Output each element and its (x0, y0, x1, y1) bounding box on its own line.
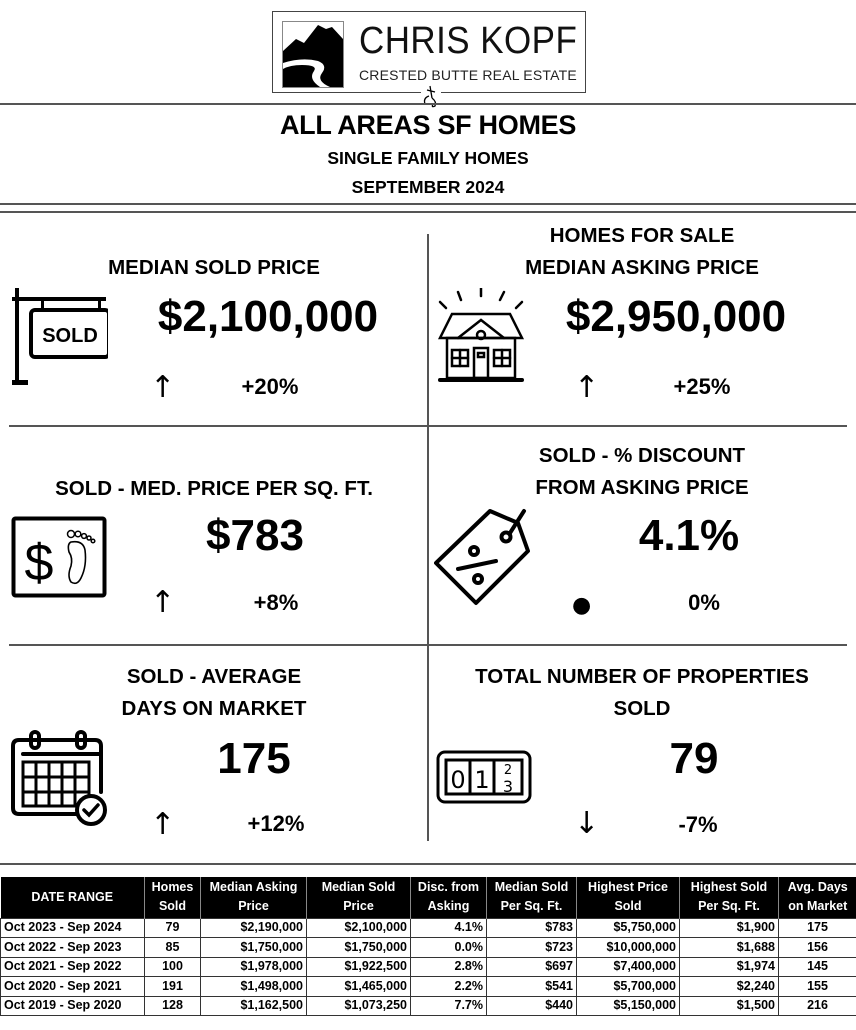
table-row (1, 957, 856, 977)
header-discount: Disc. from Asking (411, 877, 487, 918)
cell-median-asking: $2,190,000 (201, 918, 307, 938)
calendar-check-icon (9, 730, 109, 828)
historical-data-table (0, 877, 856, 1016)
report-title: ALL AREAS SF HOMES (279, 110, 577, 140)
company-logo (272, 11, 586, 93)
mountain-river-icon (282, 21, 344, 88)
cell-discount: 2.2% (411, 977, 487, 997)
cell-avg-days: 155 (779, 977, 856, 997)
median-sold-price-value: $2,100,000 (157, 292, 379, 341)
percent-tag-icon (434, 507, 534, 609)
svg-text:2: 2 (503, 763, 513, 778)
header-rule-bottom-1 (0, 203, 856, 205)
trend-up-icon: ↑ (150, 807, 176, 842)
cell-highest-sqft: $1,500 (680, 996, 779, 1016)
table-row (1, 938, 856, 958)
panel-title: SOLD - MED. PRICE PER SQ. FT. (55, 477, 373, 500)
cell-median-asking: $1,498,000 (201, 977, 307, 997)
table-row (1, 977, 856, 997)
panel-title-line-1: TOTAL NUMBER OF PROPERTIES (475, 665, 809, 688)
cell-median-sold: $1,922,500 (307, 957, 411, 977)
svg-text:SOLD: SOLD (42, 325, 98, 347)
header-median-sold-sqft: Median Sold Per Sq. Ft. (487, 877, 577, 918)
cell-median-sold-sqft: $723 (487, 938, 577, 958)
cell-homes-sold: 100 (145, 957, 201, 977)
trend-up-icon: ↑ (574, 370, 600, 405)
total-sold-value: 79 (669, 734, 719, 783)
cell-discount: 7.7% (411, 996, 487, 1016)
cell-discount: 0.0% (411, 938, 487, 958)
dollar-footprint-icon (11, 516, 107, 598)
svg-text:1: 1 (474, 766, 490, 794)
discount-change: 0% (688, 590, 720, 615)
median-asking-price-change: +25% (673, 374, 731, 399)
cell-date-range: Oct 2023 - Sep 2024 (1, 918, 145, 938)
cell-median-sold-sqft: $697 (487, 957, 577, 977)
cell-median-sold: $2,100,000 (307, 918, 411, 938)
cell-median-sold-sqft: $783 (487, 918, 577, 938)
days-on-market-value: 175 (217, 734, 291, 783)
panel-discount-from-asking (428, 427, 856, 644)
header-median-asking: Median Asking Price (201, 877, 307, 918)
header-highest-sqft: Highest Sold Per Sq. Ft. (680, 877, 779, 918)
cell-date-range: Oct 2020 - Sep 2021 (1, 977, 145, 997)
panel-title-line-2: FROM ASKING PRICE (535, 476, 749, 499)
svg-text:3: 3 (502, 777, 514, 796)
cell-highest-price: $5,700,000 (577, 977, 680, 997)
days-on-market-change: +12% (247, 811, 305, 836)
sold-sign-icon (10, 288, 108, 386)
cell-median-sold-sqft: $541 (487, 977, 577, 997)
price-per-sqft-value: $783 (206, 511, 304, 560)
cell-highest-price: $10,000,000 (577, 938, 680, 958)
panel-title-line-1: SOLD - % DISCOUNT (538, 444, 746, 467)
header-rule-top (0, 103, 856, 105)
panel-price-per-sqft (0, 427, 428, 644)
cell-highest-price: $7,400,000 (577, 957, 680, 977)
cell-homes-sold: 191 (145, 977, 201, 997)
table-row (1, 996, 856, 1016)
table-header-row (1, 877, 856, 918)
cell-date-range: Oct 2021 - Sep 2022 (1, 957, 145, 977)
header-avg-days: Avg. Days on Market (779, 877, 856, 918)
panel-title-line-1: HOMES FOR SALE (549, 224, 735, 247)
trend-flat-icon: ● (572, 593, 592, 618)
cell-median-asking: $1,162,500 (201, 996, 307, 1016)
cell-avg-days: 216 (779, 996, 856, 1016)
house-icon (436, 288, 534, 388)
cell-homes-sold: 128 (145, 996, 201, 1016)
cell-highest-sqft: $1,688 (680, 938, 779, 958)
trend-up-icon: ↑ (150, 370, 176, 405)
cell-highest-price: $5,750,000 (577, 918, 680, 938)
cell-homes-sold: 79 (145, 918, 201, 938)
cell-median-asking: $1,978,000 (201, 957, 307, 977)
cell-highest-sqft: $2,240 (680, 977, 779, 997)
cell-median-sold-sqft: $440 (487, 996, 577, 1016)
trend-up-icon: ↑ (150, 585, 176, 620)
report-subtitle: SINGLE FAMILY HOMES (327, 148, 529, 168)
panel-row-divider-3 (0, 863, 856, 865)
cell-discount: 4.1% (411, 918, 487, 938)
panel-title: MEDIAN SOLD PRICE (108, 256, 320, 279)
logo-subtitle: CRESTED BUTTE REAL ESTATE (359, 67, 577, 83)
logo-name: CHRIS KOPF (359, 20, 578, 62)
panel-median-sold-price (0, 212, 428, 425)
cell-date-range: Oct 2019 - Sep 2020 (1, 996, 145, 1016)
cell-highest-sqft: $1,974 (680, 957, 779, 977)
report-period: SEPTEMBER 2024 (351, 177, 505, 197)
cell-avg-days: 175 (779, 918, 856, 938)
median-sold-price-change: +20% (241, 374, 299, 399)
panel-total-properties-sold (428, 646, 856, 863)
cell-median-sold: $1,073,250 (307, 996, 411, 1016)
price-per-sqft-change: +8% (253, 590, 299, 615)
table-row (1, 918, 856, 938)
cell-highest-sqft: $1,900 (680, 918, 779, 938)
cell-median-sold: $1,465,000 (307, 977, 411, 997)
cell-avg-days: 156 (779, 938, 856, 958)
panel-days-on-market (0, 646, 428, 863)
panel-median-asking-price (428, 212, 856, 425)
cell-discount: 2.8% (411, 957, 487, 977)
svg-text:0: 0 (450, 766, 466, 794)
median-asking-price-value: $2,950,000 (565, 292, 787, 341)
header-highest-price: Highest Price Sold (577, 877, 680, 918)
svg-text:$: $ (24, 534, 54, 592)
cell-median-sold: $1,750,000 (307, 938, 411, 958)
cell-highest-price: $5,150,000 (577, 996, 680, 1016)
discount-value: 4.1% (638, 511, 740, 560)
cell-median-asking: $1,750,000 (201, 938, 307, 958)
cell-avg-days: 145 (779, 957, 856, 977)
panel-title-line-1: SOLD - AVERAGE (126, 665, 302, 688)
panel-title-line-2: MEDIAN ASKING PRICE (525, 256, 759, 279)
trend-down-icon: ↓ (574, 806, 600, 841)
cell-date-range: Oct 2022 - Sep 2023 (1, 938, 145, 958)
header-date-range: DATE RANGE (1, 877, 145, 918)
panel-title-line-2: DAYS ON MARKET (121, 697, 307, 720)
total-sold-change: -7% (678, 812, 718, 837)
header-median-sold: Median Sold Price (307, 877, 411, 918)
cell-homes-sold: 85 (145, 938, 201, 958)
panel-title-line-2: SOLD (613, 697, 671, 720)
header-homes-sold: Homes Sold (145, 877, 201, 918)
fly-icon (421, 84, 441, 110)
counter-icon (436, 750, 532, 804)
